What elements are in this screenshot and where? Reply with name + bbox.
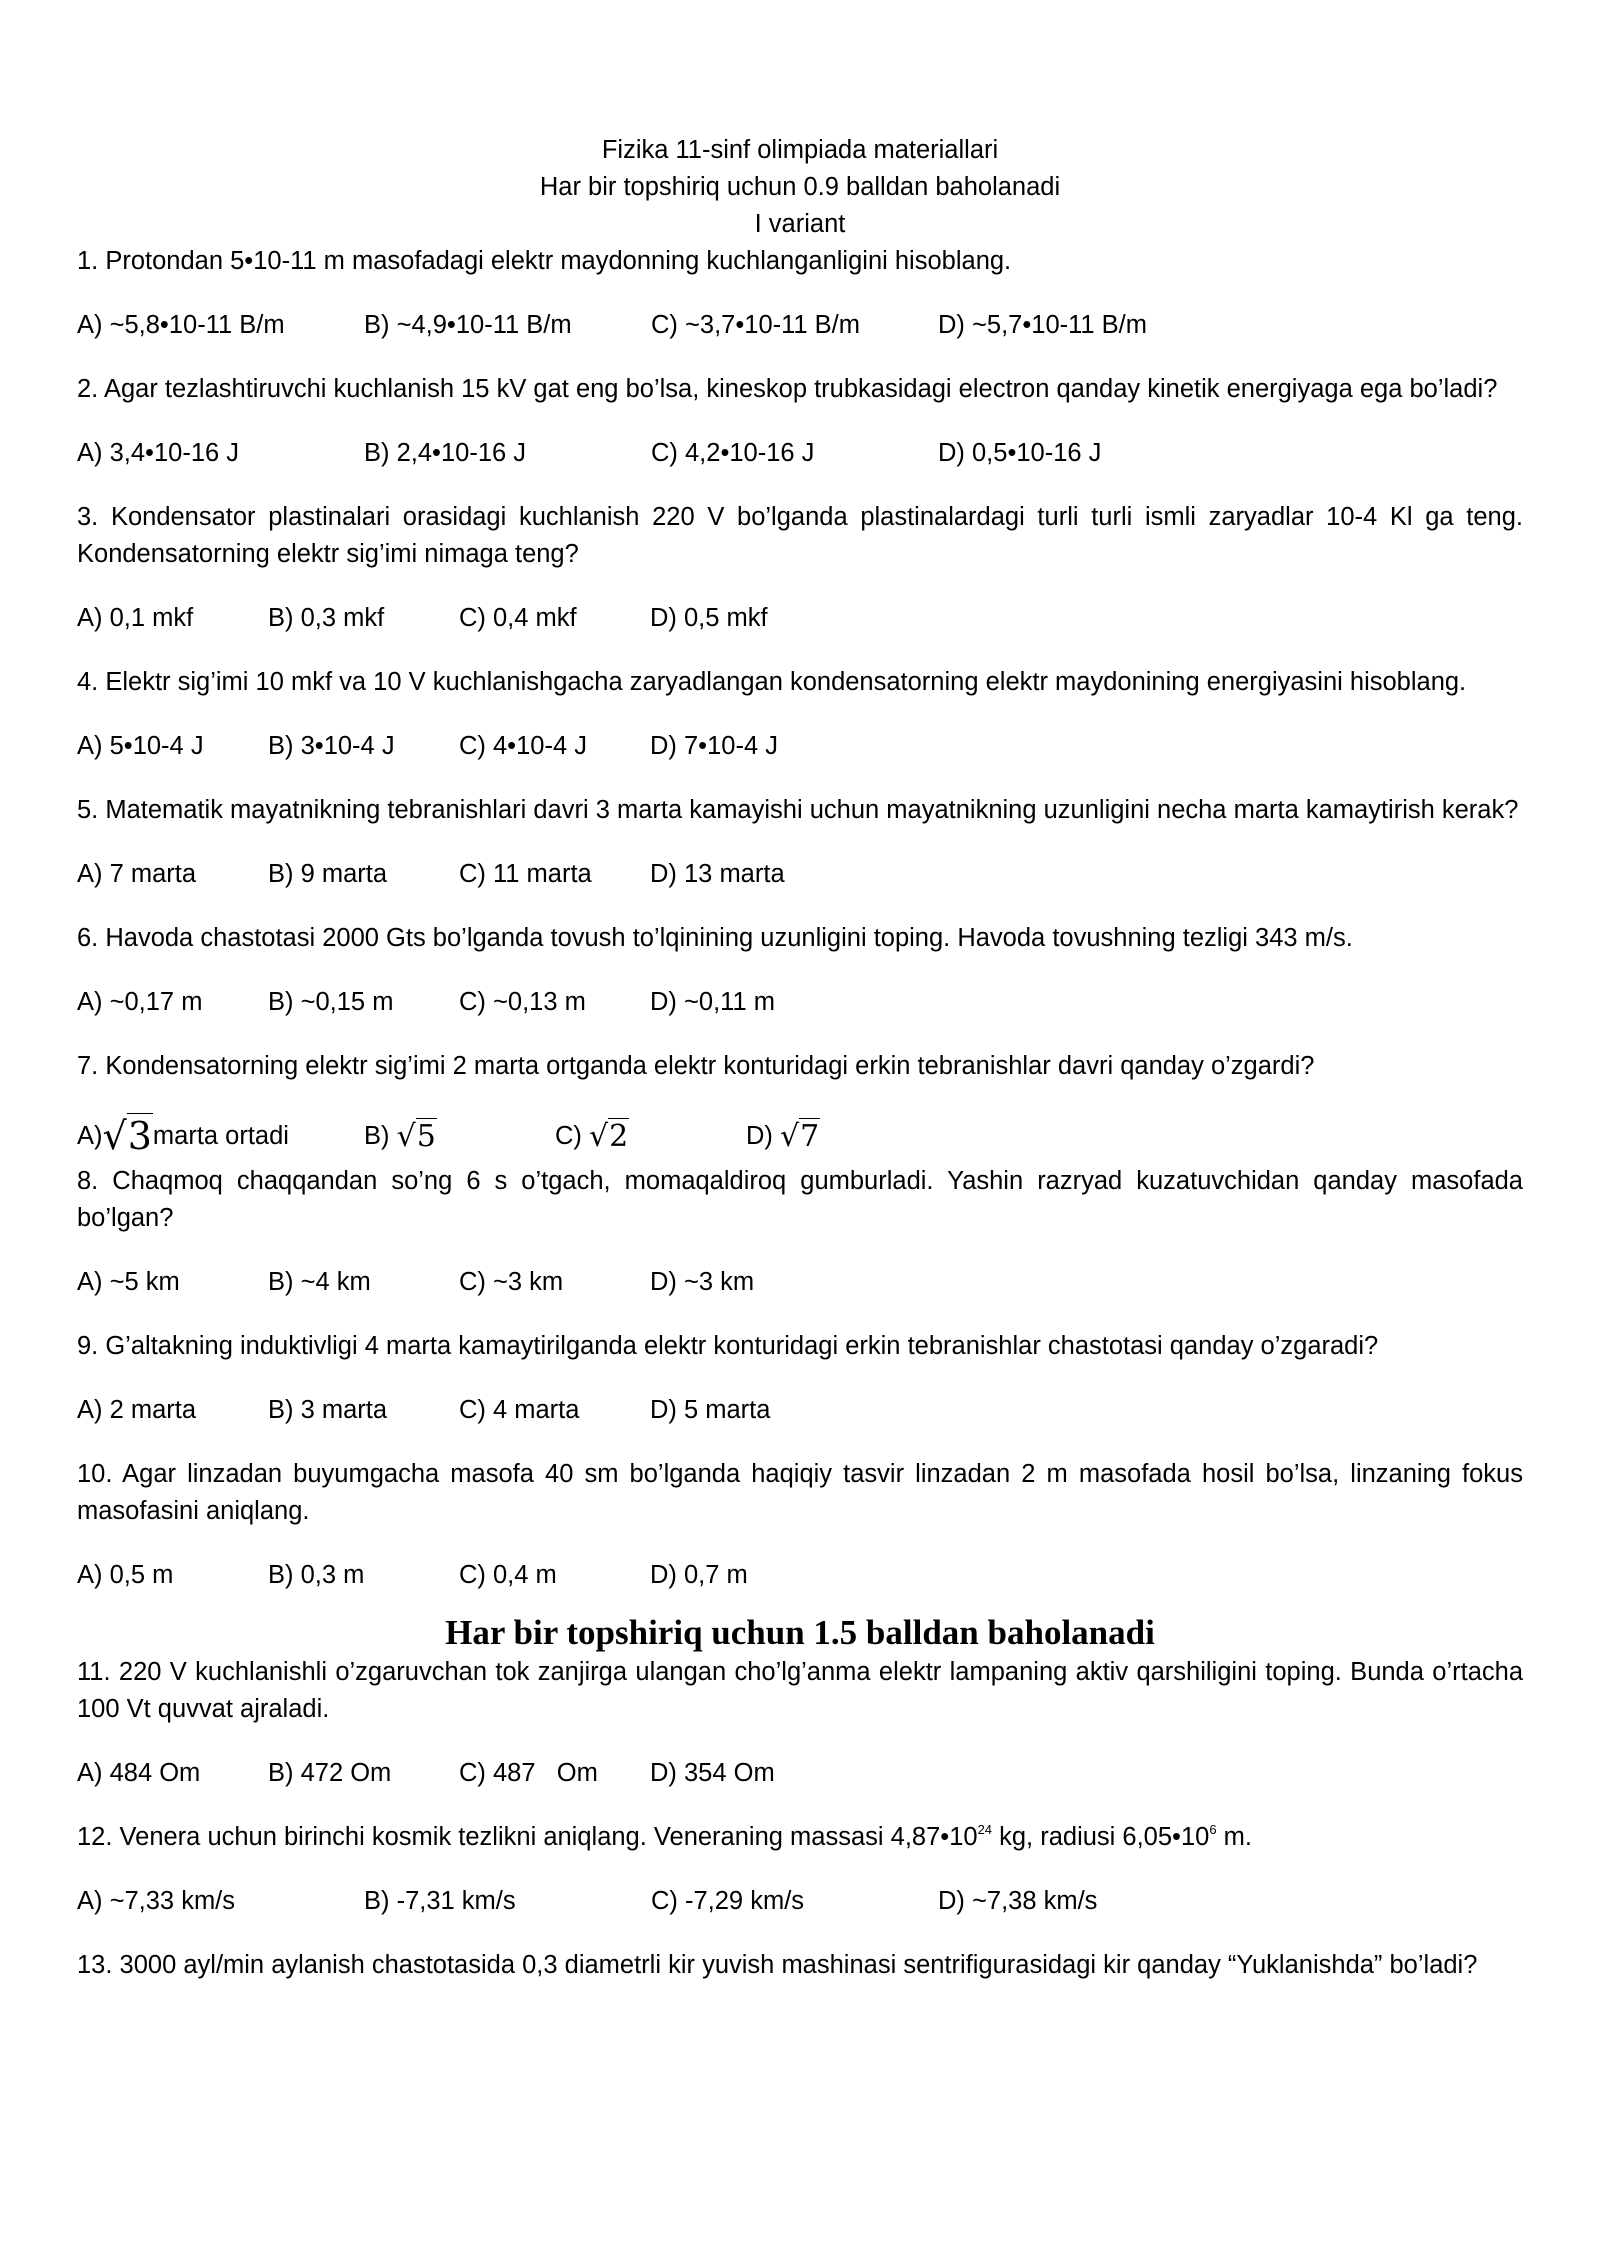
option-8b: B) ~4 km [268, 1268, 371, 1296]
options-7 [77, 1085, 1523, 1157]
option-8a: A) ~5 km [77, 1268, 180, 1296]
document-page [77, 132, 1523, 1984]
options-11 [77, 1755, 1523, 1792]
option-6d: D) ~0,11 m [650, 988, 775, 1016]
options-3 [77, 600, 1523, 637]
option-12d: D) ~7,38 km/s [938, 1887, 1098, 1915]
options-10 [77, 1557, 1523, 1594]
section-heading: Har bir topshiriq uchun 1.5 balldan baholanadi [445, 1613, 1155, 1652]
option-4a: A) 5•10-4 J [77, 732, 204, 760]
question-2: 2. Agar tezlashtiruvchi kuchlanish 15 kV gat eng bo’lsa, kineskop trubkasidagi electron qanday kinetik energiyaga ega bo’ladi? [77, 375, 1498, 403]
question-5: 5. Matematik mayatnikning tebranishlari davri 3 marta kamayishi uchun mayatnikning uzunligini necha marta kamaytirish kerak? [77, 796, 1519, 824]
variant-label: I variant [754, 210, 846, 238]
option-2c: C) 4,2•10-16 J [651, 439, 815, 467]
option-7b [364, 1118, 555, 1155]
options-1 [77, 307, 1523, 344]
option-8d: D) ~3 km [650, 1268, 755, 1296]
question-12-text-a: 12. Venera uchun birinchi kosmik tezlikni aniqlang. Veneraning massasi 4,87•10 [77, 1823, 978, 1851]
options-5 [77, 856, 1523, 893]
question-6: 6. Havoda chastotasi 2000 Gts bo’lganda tovush to’lqinining uzunligini toping. Havoda tovushning tezligi 343 m/s. [77, 924, 1353, 952]
option-9a: A) 2 marta [77, 1396, 197, 1424]
radicand-7b: 5 [416, 1119, 436, 1154]
option-1c: C) ~3,7•10-11 B/m [651, 311, 861, 339]
option-3a: A) 0,1 mkf [77, 604, 194, 632]
option-4b: B) 3•10-4 J [268, 732, 395, 760]
scoring-note: Har bir topshiriq uchun 0.9 balldan baholanadi [539, 173, 1061, 201]
option-7c-label: C) [555, 1122, 582, 1150]
radicand-7d: 7 [800, 1119, 820, 1154]
option-7a [77, 1114, 364, 1158]
sqrt-symbol: √5 [396, 1119, 436, 1154]
option-6a: A) ~0,17 m [77, 988, 203, 1016]
option-7a-label: A) [77, 1122, 103, 1150]
exponent-mass: 24 [977, 1822, 993, 1837]
option-12b: B) -7,31 km/s [364, 1887, 516, 1915]
question-1: 1. Protondan 5•10-11 m masofadagi elektr maydonning kuchlanganligini hisoblang. [77, 247, 1012, 275]
question-13: 13. 3000 ayl/min aylanish chastotasida 0,3 diametrli kir yuvish mashinasi sentrifigurasidagi kir qanday “Yuklanishda” bo’ladi? [77, 1951, 1478, 1979]
option-7c [555, 1118, 746, 1155]
option-1b: B) ~4,9•10-11 B/m [364, 311, 572, 339]
option-9b: B) 3 marta [268, 1396, 388, 1424]
sqrt-symbol: √3 [102, 1114, 152, 1158]
option-10c: C) 0,4 m [459, 1561, 557, 1589]
question-3: 3. Kondensator plastinalari orasidagi kuchlanish 220 V bo’lganda plastinalardagi turli turli ismli zaryadlar 10-4 Kl ga teng. Kondensatorning elektr sig’imi nimaga teng? [77, 503, 1523, 568]
option-7d-label: D) [746, 1122, 773, 1150]
question-12-text-b: kg, radiusi 6,05•10 [992, 1823, 1210, 1851]
option-10b: B) 0,3 m [268, 1561, 365, 1589]
option-2b: B) 2,4•10-16 J [364, 439, 527, 467]
question-12-text-c: m. [1216, 1823, 1252, 1851]
option-5a: A) 7 marta [77, 860, 197, 888]
option-3c: C) 0,4 mkf [459, 604, 577, 632]
options-6 [77, 984, 1523, 1021]
option-12a: A) ~7,33 km/s [77, 1887, 236, 1915]
option-5b: B) 9 marta [268, 860, 388, 888]
option-4c: C) 4•10-4 J [459, 732, 587, 760]
question-8: 8. Chaqmoq chaqqandan so’ng 6 s o’tgach, momaqaldiroq gumburladi. Yashin razryad kuzatuvchidan qanday masofada bo’lgan? [77, 1167, 1523, 1232]
question-7: 7. Kondensatorning elektr sig’imi 2 marta ortganda elektr konturidagi erkin tebranishlar davri qanday o’zgardi? [77, 1052, 1315, 1080]
option-11d: D) 354 Om [650, 1759, 775, 1787]
option-4d: D) 7•10-4 J [650, 732, 778, 760]
sqrt-symbol: √2 [589, 1119, 629, 1154]
exponent-radius: 6 [1209, 1822, 1217, 1837]
option-2d: D) 0,5•10-16 J [938, 439, 1102, 467]
option-8c: C) ~3 km [459, 1268, 564, 1296]
option-7b-label: B) [364, 1122, 390, 1150]
options-8 [77, 1264, 1523, 1301]
option-9c: C) 4 marta [459, 1396, 580, 1424]
options-4 [77, 728, 1523, 765]
option-10d: D) 0,7 m [650, 1561, 748, 1589]
option-6c: C) ~0,13 m [459, 988, 586, 1016]
option-3d: D) 0,5 mkf [650, 604, 768, 632]
option-9d: D) 5 marta [650, 1396, 771, 1424]
question-11: 11. 220 V kuchlanishli o’zgaruvchan tok zanjirga ulangan cho’lg’anma elektr lampaning aktiv qarshiligini toping. Bunda o’rtacha 100 Vt quvvat ajraladi. [77, 1658, 1523, 1723]
option-2a: A) 3,4•10-16 J [77, 439, 240, 467]
option-11a: A) 484 Om [77, 1759, 201, 1787]
option-5c: C) 11 marta [459, 860, 592, 888]
option-5d: D) 13 marta [650, 860, 785, 888]
option-7a-suffix: marta ortadi [152, 1122, 289, 1150]
option-12c: C) -7,29 km/s [651, 1887, 805, 1915]
radicand-7a: 3 [127, 1114, 152, 1158]
question-9: 9. G’altakning induktivligi 4 marta kamaytirilganda elektr konturidagi erkin tebranishlar chastotasi qanday o’zgaradi? [77, 1332, 1379, 1360]
question-4: 4. Elektr sig’imi 10 mkf va 10 V kuchlanishgacha zaryadlangan kondensatorning elektr maydonining energiyasini hisoblang. [77, 668, 1467, 696]
document-title: Fizika 11-sinf olimpiada materiallari [601, 136, 999, 164]
option-6b: B) ~0,15 m [268, 988, 394, 1016]
option-3b: B) 0,3 mkf [268, 604, 385, 632]
option-1a: A) ~5,8•10-11 B/m [77, 311, 285, 339]
option-1d: D) ~5,7•10-11 B/m [938, 311, 1148, 339]
options-9 [77, 1392, 1523, 1429]
option-11c: C) 487 Om [459, 1759, 598, 1787]
radicand-7c: 2 [609, 1119, 629, 1154]
question-10: 10. Agar linzadan buyumgacha masofa 40 sm bo’lganda haqiqiy tasvir linzadan 2 m masofada hosil bo’lsa, linzaning fokus masofasini aniqlang. [77, 1460, 1523, 1525]
options-12 [77, 1883, 1523, 1920]
option-10a: A) 0,5 m [77, 1561, 174, 1589]
option-7d [746, 1118, 820, 1155]
option-11b: B) 472 Om [268, 1759, 392, 1787]
sqrt-symbol: √7 [780, 1119, 820, 1154]
question-12 [77, 1819, 1523, 1856]
options-2 [77, 435, 1523, 472]
